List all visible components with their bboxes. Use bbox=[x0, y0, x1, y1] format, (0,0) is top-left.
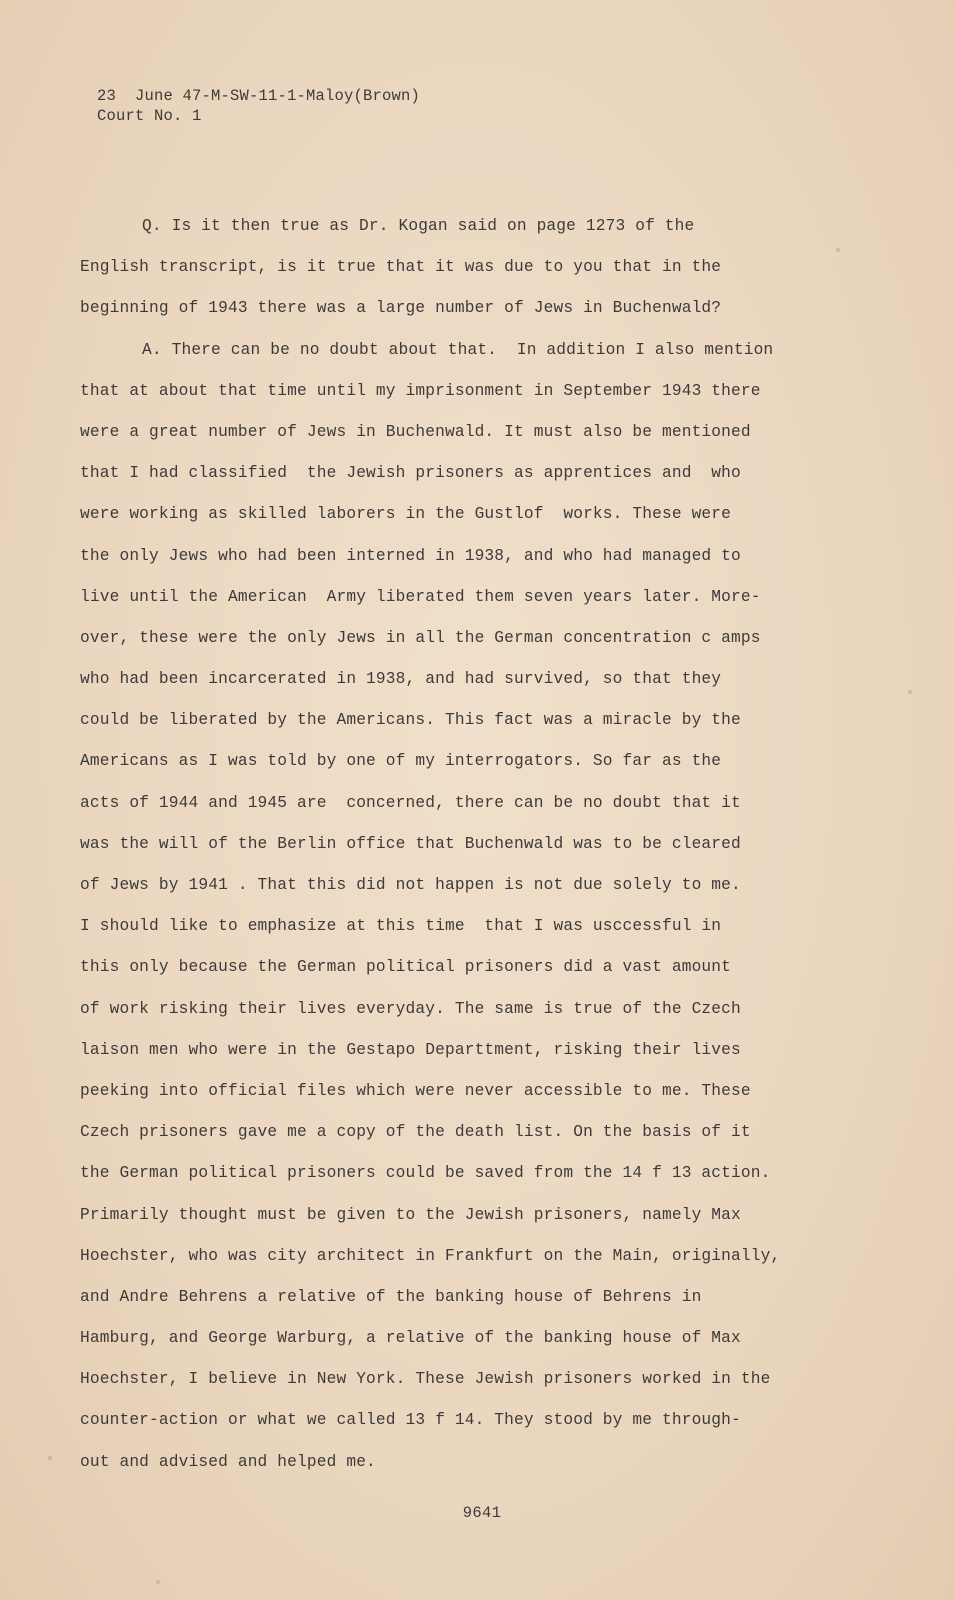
text-line: English transcript, is it true that it was due to you that in the bbox=[80, 258, 722, 277]
header-court-number: Court No. 1 bbox=[97, 107, 202, 125]
paper-speck bbox=[908, 690, 912, 694]
text-line: laison men who were in the Gestapo Departtment, risking their lives bbox=[80, 1040, 741, 1059]
text-line: counter-action or what we called 13 f 14. They stood by me through- bbox=[80, 1411, 741, 1430]
text-line: Hamburg, and George Warburg, a relative of the banking house of Max bbox=[80, 1329, 741, 1348]
text-line: who had been incarcerated in 1938, and had survived, so that they bbox=[80, 670, 722, 689]
text-line: Q. Is it then true as Dr. Kogan said on page 1273 of the bbox=[142, 217, 695, 235]
text-line: acts of 1944 and 1945 are concerned, there can be no doubt that it bbox=[80, 793, 741, 812]
text-line: were a great number of Jews in Buchenwald. It must also be mentioned bbox=[80, 422, 751, 441]
paper-speck bbox=[836, 248, 840, 252]
transcript-body bbox=[80, 206, 810, 1483]
text-line: over, these were the only Jews in all the German concentration c amps bbox=[80, 628, 761, 647]
text-line: out and advised and helped me. bbox=[80, 1452, 376, 1471]
document-header bbox=[97, 86, 420, 126]
text-line: A. There can be no doubt about that. In addition I also mention bbox=[142, 340, 774, 359]
text-line: Americans as I was told by one of my interrogators. So far as the bbox=[80, 752, 722, 771]
text-line: was the will of the Berlin office that Buchenwald was to be cleared bbox=[80, 834, 741, 853]
header-date-reference: 23 June 47-M-SW-11-1-Maloy(Brown) bbox=[97, 87, 421, 105]
text-line: of work risking their lives everyday. The same is true of the Czech bbox=[80, 999, 741, 1018]
text-line: the German political prisoners could be saved from the 14 f 13 action. bbox=[80, 1164, 771, 1183]
text-line: peeking into official files which were never accessible to me. These bbox=[80, 1081, 751, 1100]
text-line: the only Jews who had been interned in 1938, and who had managed to bbox=[80, 546, 741, 565]
text-line: I should like to emphasize at this time that I was usccessful in bbox=[80, 917, 722, 936]
text-line: and Andre Behrens a relative of the banking house of Behrens in bbox=[80, 1287, 702, 1306]
text-line: of Jews by 1941 . That this did not happen is not due solely to me. bbox=[80, 876, 741, 894]
text-line: Czech prisoners gave me a copy of the death list. On the basis of it bbox=[80, 1123, 751, 1142]
paper-speck bbox=[48, 1456, 52, 1460]
paper-speck bbox=[156, 1580, 160, 1584]
text-line: live until the American Army liberated them seven years later. More- bbox=[80, 587, 761, 606]
text-line: that I had classified the Jewish prisoners as apprentices and who bbox=[80, 464, 741, 483]
text-line: could be liberated by the Americans. This fact was a miracle by the bbox=[80, 711, 741, 730]
text-line: this only because the German political prisoners did a vast amount bbox=[80, 958, 732, 977]
text-line: Hoechster, who was city architect in Frankfurt on the Main, originally, bbox=[80, 1246, 781, 1265]
text-line: Hoechster, I believe in New York. These Jewish prisoners worked in the bbox=[80, 1370, 771, 1389]
page-number: 9641 bbox=[462, 1504, 502, 1522]
text-line: that at about that time until my imprisonment in September 1943 there bbox=[80, 381, 761, 400]
text-line: were working as skilled laborers in the Gustlof works. These were bbox=[80, 505, 732, 524]
text-line: beginning of 1943 there was a large number of Jews in Buchenwald? bbox=[80, 299, 722, 318]
text-line: Primarily thought must be given to the Jewish prisoners, namely Max bbox=[80, 1205, 741, 1224]
